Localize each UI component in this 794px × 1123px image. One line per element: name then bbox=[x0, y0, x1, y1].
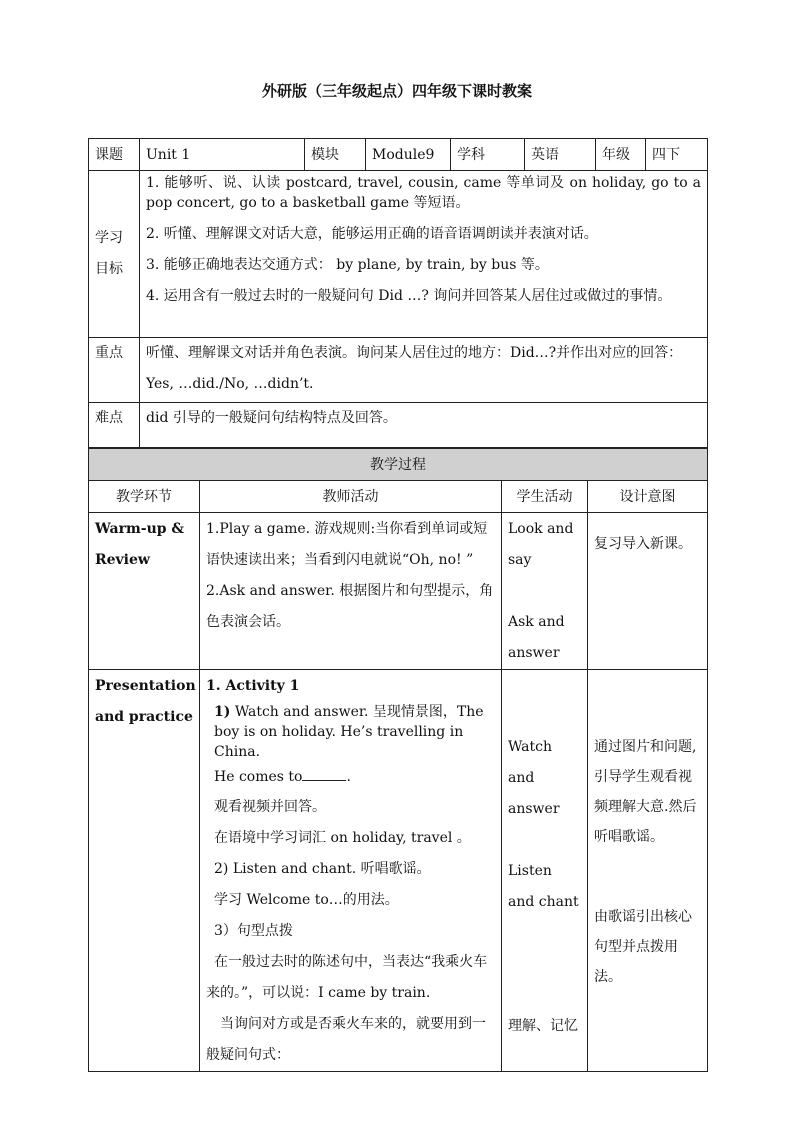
warmup-student-step: Ask and answer bbox=[508, 614, 565, 661]
objectives-content bbox=[140, 171, 708, 338]
warmup-purpose-text: 复习导入新课。 bbox=[594, 536, 692, 552]
step-1-question-end: . bbox=[346, 769, 351, 785]
step-1-text: Watch and answer. 呈现情景图，The boy is on holiday. He’s travelling in China. bbox=[214, 704, 484, 760]
presentation-stage-line-1: Presentation bbox=[95, 678, 196, 694]
answer-blank bbox=[302, 766, 346, 781]
grade-value: 四下 bbox=[646, 139, 708, 171]
objective-item: 2. 听懂、理解课文对话大意，能够运用正确的语音语调朗读并表演对话。 bbox=[146, 226, 598, 242]
objectives-label bbox=[89, 171, 140, 338]
teacher-step-1-question bbox=[206, 762, 495, 792]
key-points-label: 重点 bbox=[89, 338, 140, 403]
step-1-number: 1) bbox=[214, 704, 231, 720]
warmup-teacher-activity bbox=[200, 513, 502, 670]
objective-item: 3. 能够正确地表达交通方式： by plane, by train, by bus 等。 bbox=[146, 257, 549, 273]
column-header-teacher: 教师活动 bbox=[200, 481, 502, 513]
presentation-stage bbox=[89, 670, 200, 1072]
teacher-step-1-watch: 观看视频并回答。 bbox=[214, 799, 326, 815]
presentation-purpose-text: 由歌谣引出核心句型并点拨用法。 bbox=[594, 909, 692, 985]
warmup-stage: Warm-up & Review bbox=[89, 513, 200, 670]
objective-item: 4. 运用含有一般过去时的一般疑问句 Did …? 询问并回答某人居住过或做过的事情。 bbox=[146, 288, 672, 304]
warmup-student-activity bbox=[502, 513, 588, 670]
step-1-question-text: He comes to bbox=[214, 769, 303, 785]
process-heading: 教学过程 bbox=[89, 449, 708, 481]
activity-heading: 1. Activity 1 bbox=[206, 678, 300, 694]
topic-value: Unit 1 bbox=[140, 139, 305, 171]
key-points-content: 听懂、理解课文对话并角色表演。询问某人居住过的地方：Did…?并作出对应的回答：Yes, …did./No, …didn’t. bbox=[140, 338, 708, 403]
document-title: 外研版（三年级起点）四年级下课时教案 bbox=[261, 82, 532, 100]
objective-item: 1. 能够听、说、认读 postcard, travel, cousin, came 等单词及 on holiday, go to a pop concert, go to a basketball game 等短语。 bbox=[146, 175, 701, 211]
presentation-stage-line-2: and practice bbox=[95, 709, 193, 725]
teacher-step-1-vocab: 在语境中学习词汇 on holiday, travel 。 bbox=[214, 830, 471, 846]
presentation-student-step: Listen and chant bbox=[508, 863, 579, 910]
teacher-step-3: 3）句型点拨 bbox=[214, 923, 293, 939]
teaching-process-table bbox=[88, 448, 708, 1072]
presentation-student-step: Watch and answer bbox=[508, 739, 560, 817]
module-value: Module9 bbox=[366, 139, 451, 171]
lesson-info-table bbox=[88, 138, 708, 448]
presentation-student-activity bbox=[502, 670, 588, 1072]
topic-label: 课题 bbox=[89, 139, 140, 171]
difficulties-content: did 引导的一般疑问句结构特点及回答。 bbox=[140, 403, 708, 448]
objectives-label-line-2: 目标 bbox=[95, 261, 123, 277]
teacher-step-2: 2) Listen and chant. 听唱歌谣。 bbox=[214, 861, 431, 877]
column-header-stage: 教学环节 bbox=[89, 481, 200, 513]
presentation-teacher-activity bbox=[200, 670, 502, 1072]
objectives-label-line-1: 学习 bbox=[95, 230, 123, 246]
subject-label: 学科 bbox=[451, 139, 525, 171]
teacher-step-3-question: 当询问对方或是否乘火车来的，就要用到一般疑问句式： bbox=[206, 1016, 486, 1063]
module-label: 模块 bbox=[305, 139, 366, 171]
presentation-student-step: 理解、记忆 bbox=[508, 1018, 578, 1034]
teacher-step-1 bbox=[206, 702, 495, 762]
teacher-step-3-statement: 在一般过去时的陈述句中，当表达“我乘火车来的。”，可以说：I came by train. bbox=[206, 954, 488, 1001]
warmup-student-step: Look and say bbox=[508, 521, 574, 568]
grade-label: 年级 bbox=[596, 139, 646, 171]
teacher-step-2-usage: 学习 Welcome to…的用法。 bbox=[214, 892, 399, 908]
column-header-purpose: 设计意图 bbox=[588, 481, 708, 513]
warmup-teacher-step: 2.Ask and answer. 根据图片和句型提示，角色表演会话。 bbox=[206, 583, 494, 630]
difficulties-label: 难点 bbox=[89, 403, 140, 448]
subject-value: 英语 bbox=[525, 139, 596, 171]
warmup-teacher-step: 1.Play a game. 游戏规则:当你看到单词或短语快速读出来；当看到闪电就说“Oh, no! ” bbox=[206, 521, 488, 568]
presentation-purpose bbox=[588, 670, 708, 1072]
presentation-purpose-text: 通过图片和问题,引导学生观看视频理解大意.然后听唱歌谣。 bbox=[594, 739, 697, 845]
warmup-purpose bbox=[588, 513, 708, 670]
column-header-student: 学生活动 bbox=[502, 481, 588, 513]
